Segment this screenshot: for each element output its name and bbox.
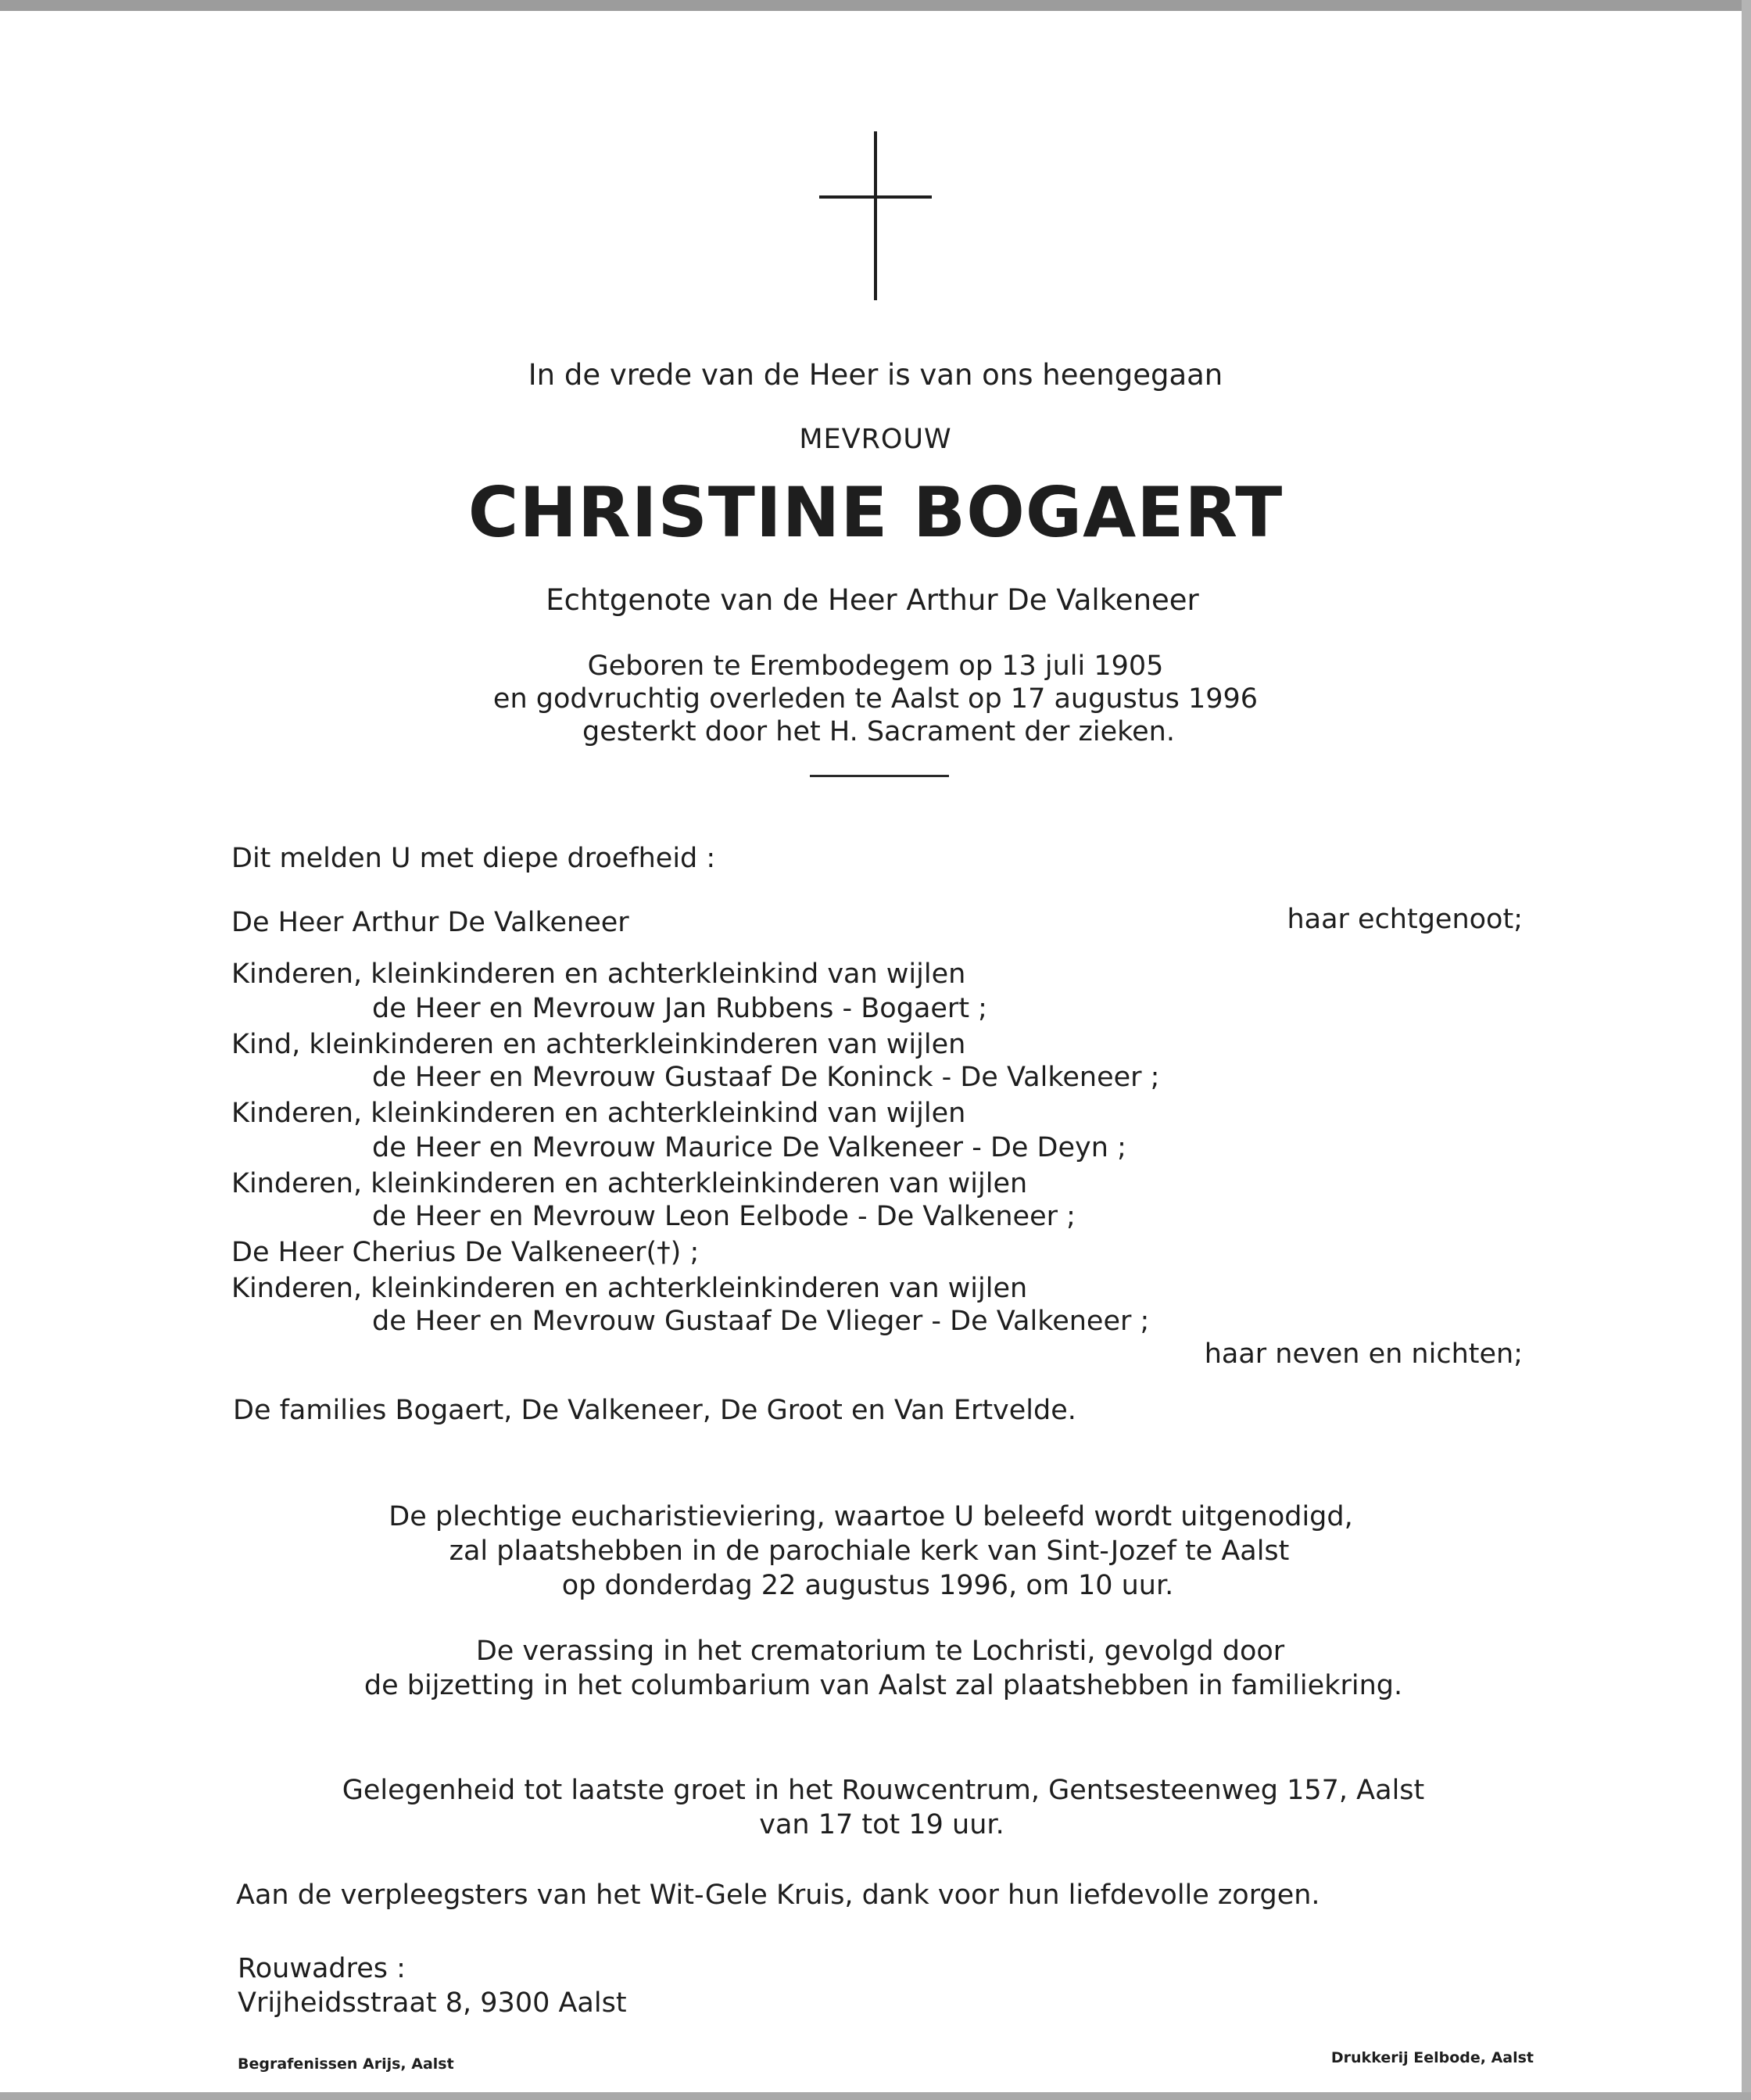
cremation-line: de bijzetting in het columbarium van Aalst zal plaatshebben in familiekring.: [363, 1670, 1403, 1701]
service-line: op donderdag 22 augustus 1996, om 10 uur.: [561, 1570, 1174, 1601]
address-value: Vrijheidsstraat 8, 9300 Aalst: [238, 1987, 627, 2019]
intro-line: In de vrede van de Heer is van ons heengegaan: [528, 358, 1223, 392]
family-line: Kinderen, kleinkinderen en achterkleinkinderen van wijlen: [231, 1273, 1028, 1304]
opening-line: Dit melden U met diepe droefheid :: [231, 843, 716, 874]
sacrament-line: gesterkt door het H. Sacrament der zieken.: [582, 716, 1175, 747]
family-line: de Heer en Mevrouw Maurice De Valkeneer - De Deyn ;: [372, 1132, 1126, 1163]
address-label: Rouwadres :: [238, 1953, 406, 1984]
family-line: Kind, kleinkinderen en achterkleinkinderen van wijlen: [231, 1029, 966, 1060]
family-line: Kinderen, kleinkinderen en achterkleinkind van wijlen: [231, 959, 966, 990]
visitation-line: van 17 tot 19 uur.: [759, 1809, 1004, 1840]
service-line: zal plaatshebben in de parochiale kerk van Sint-Jozef te Aalst: [449, 1536, 1290, 1567]
spouse-role: haar echtgenoot;: [1287, 904, 1523, 935]
cross-icon: [819, 131, 932, 300]
bottom-scan-border: [0, 2092, 1751, 2100]
visitation-line: Gelegenheid tot laatste groet in het Rouwcentrum, Gentsesteenweg 157, Aalst: [342, 1775, 1425, 1806]
spouse-line: Echtgenote van de Heer Arthur De Valkeneer: [546, 583, 1199, 617]
thanks-line: Aan de verpleegsters van het Wit-Gele Kruis, dank voor hun liefdevolle zorgen.: [236, 1880, 1320, 1911]
family-line: Kinderen, kleinkinderen en achterkleinkinderen van wijlen: [231, 1168, 1028, 1199]
family-line: Kinderen, kleinkinderen en achterkleinkind van wijlen: [231, 1098, 966, 1129]
family-line: De Heer Cherius De Valkeneer(†) ;: [231, 1237, 700, 1268]
printer-credit: Drukkerij Eelbode, Aalst: [1330, 2049, 1534, 2066]
service-line: De plechtige eucharistieviering, waartoe U beleefd wordt uitgenodigd,: [389, 1501, 1353, 1532]
family-line: de Heer en Mevrouw Leon Eelbode - De Valkeneer ;: [372, 1201, 1076, 1232]
nephews-role: haar neven en nichten;: [1204, 1338, 1523, 1370]
family-line: de Heer en Mevrouw Gustaaf De Vlieger - De Valkeneer ;: [372, 1306, 1150, 1337]
separator-line: [810, 775, 949, 777]
spouse-name: De Heer Arthur De Valkeneer: [231, 907, 629, 938]
cremation-line: De verassing in het crematorium te Lochristi, gevolgd door: [475, 1636, 1285, 1667]
undertaker-credit: Begrafenissen Arijs, Aalst: [238, 2055, 454, 2073]
deceased-name: CHRISTINE BOGAERT: [467, 472, 1284, 553]
family-line: de Heer en Mevrouw Jan Rubbens - Bogaert ;: [372, 993, 987, 1024]
family-line: de Heer en Mevrouw Gustaaf De Koninck - De Valkeneer ;: [372, 1062, 1160, 1093]
death-line: en godvruchtig overleden te Aalst op 17 augustus 1996: [492, 683, 1259, 715]
birth-line: Geboren te Erembodegem op 13 juli 1905: [587, 650, 1164, 682]
top-scan-border: [0, 0, 1751, 11]
title-word: MEVROUW: [799, 424, 952, 455]
families-line: De families Bogaert, De Valkeneer, De Groot en Van Ertvelde.: [233, 1395, 1076, 1426]
